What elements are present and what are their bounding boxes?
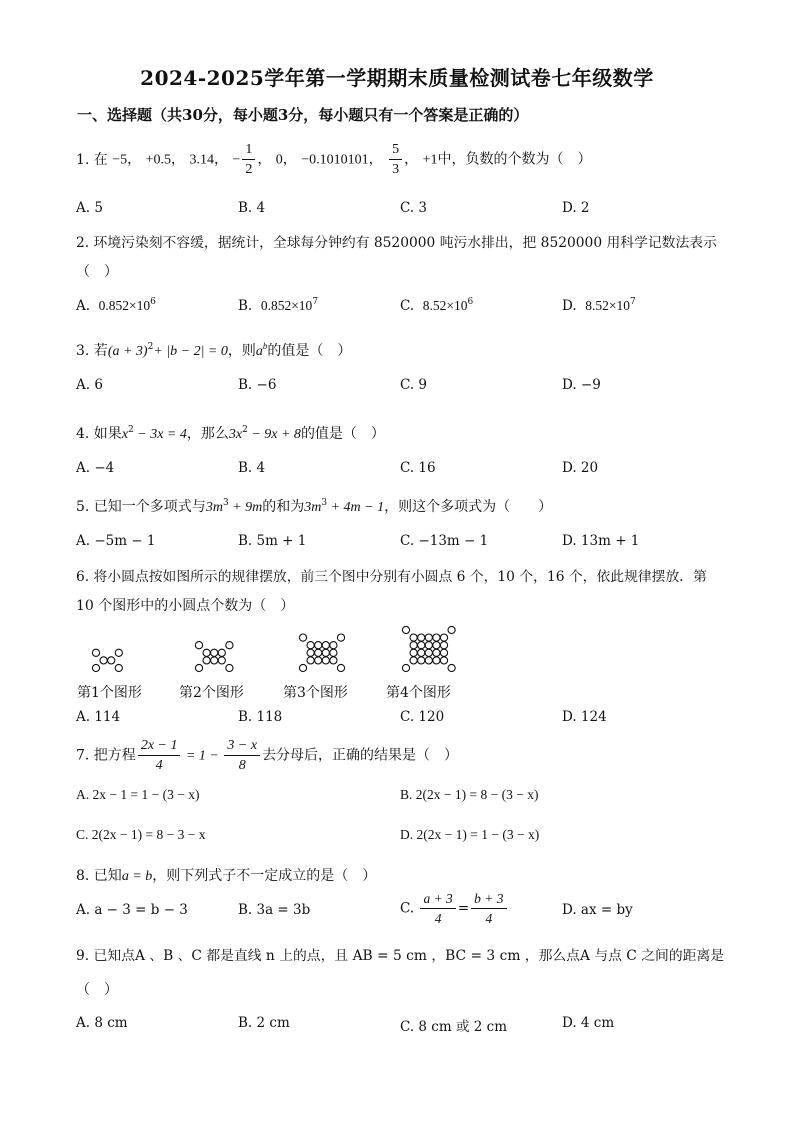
question-2-line-2: （ ） [76, 264, 118, 280]
question-1: 1. 在 −5， +0.5， 3.14， − $\frac{1}{2}$ ， 0， −0.1010101， $\frac{5}{3}$ ， +1中，负数的个数为（ ） [76, 142, 592, 177]
figure-4-corner-dot [402, 626, 409, 633]
question-5: 5. 已知一个多项式与$3m^3 + 9m$的和为$3m^3 + 4m - 1$，则这个多项式为（ ） [76, 498, 553, 515]
q3-option-d: D. −9 [562, 377, 601, 393]
figure-4-grid-dot [440, 649, 447, 656]
fraction-a-plus-3-over-4: $\frac{a + 3}{4}$ [420, 889, 455, 928]
fraction-2x-minus-1-over-4: $\frac{2x - 1}{4}$ [138, 736, 181, 775]
q7-option-c: C. 2(2x − 1) = 8 − 3 − x [76, 827, 206, 842]
q7-option-b: B. 2(2x − 1) = 8 − (3 − x) [400, 787, 539, 802]
figure-2-grid-dot [218, 649, 225, 656]
fraction-half: $\frac{1}{2}$ [242, 140, 255, 179]
figure-2-corner-dot [226, 664, 233, 671]
q3-option-a: A. 6 [76, 377, 103, 393]
q1-option-a: A. 5 [76, 200, 103, 216]
q5-option-a: A. −5m − 1 [76, 533, 156, 549]
question-6-line-1: 6. 将小圆点按如图所示的规律摆放，前三个图中分别有小圆点 6 个，10 个，16 个，依此规律摆放．第 [76, 569, 707, 585]
q6-option-d: D. 124 [562, 709, 607, 725]
figure-3-corner-dot [299, 664, 306, 671]
figure-2-grid-dot [203, 657, 210, 664]
q9-option-a: A. 8 cm [76, 1015, 128, 1031]
figure-2-corner-dot [226, 642, 233, 649]
question-4: 4. 如果$x^2 - 3x = 4$，那么$3x^2 - 9x + 8$的值是（ ） [76, 425, 385, 442]
figure-4-grid-dot [418, 657, 425, 664]
figure-4-grid-dot [410, 634, 417, 641]
question-2-line-1: 2. 环境污染刻不容缓，据统计，全球每分钟约有 8520000 吨污水排出，把 8520000 用科学记数法表示 [76, 235, 717, 251]
figure-1-corner-dot [92, 664, 99, 671]
q4-option-b: B. 4 [238, 460, 266, 476]
figure-3-corner-dot [337, 664, 344, 671]
figure-3-grid-dot [330, 657, 337, 664]
figure-2-grid-dot [218, 657, 225, 664]
q5-option-b: B. 5m + 1 [238, 533, 307, 549]
question-9-line-1: 9. 已知点A 、B 、C 都是直线 n 上的点，且 AB = 5 cm ，BC = 3 cm ，那么点A 与点 C 之间的距离是 [76, 948, 725, 964]
q4-option-d: D. 20 [562, 460, 599, 476]
figure-2-grid-dot [211, 657, 218, 664]
figure-3-grid-dot [307, 642, 314, 649]
figure-1-corner-dot [115, 664, 122, 671]
question-6-line-2: 10 个图形中的小圆点个数为（ ） [76, 598, 295, 614]
figure-4-grid-dot [418, 649, 425, 656]
q3-option-c: C. 9 [400, 377, 428, 393]
figure-1-grid-dot [100, 657, 107, 664]
figure-4-corner-dot [448, 664, 455, 671]
question-8: 8. 已知a = b，则下列式子不一定成立的是（ ） [76, 868, 377, 884]
q8-option-c: C. $\frac{a + 3}{4}$ = $\frac{b + 3}{4}$ [400, 889, 509, 928]
figure-4-grid-dot [440, 634, 447, 641]
q6-option-a: A. 114 [76, 709, 121, 725]
figure-label-1: 第1个图形 [77, 685, 142, 701]
q6-option-c: C. 120 [400, 709, 445, 725]
figure-1-corner-dot [115, 649, 122, 656]
figure-2-corner-dot [195, 642, 202, 649]
q8-option-b: B. 3a = 3b [238, 902, 311, 918]
question-3: 3. 若$(a + 3)^2+ |b - 2| = 0$，则$a^b$的值是（ ） [76, 341, 352, 359]
exam-title: 2024-2025学年第一学期期末质量检测试卷七年级数学 [140, 66, 654, 90]
fraction-b-plus-3-over-4: $\frac{b + 3}{4}$ [471, 889, 506, 928]
dot-pattern-figure [76, 612, 476, 680]
q7-option-d: D. 2(2x − 1) = 1 − (3 − x) [400, 827, 540, 842]
figure-3-grid-dot [307, 649, 314, 656]
question-9-line-2: （ ） [76, 982, 118, 998]
figure-4-grid-dot [410, 642, 417, 649]
q2-option-b: B. $0.852\times 10^7$ [238, 297, 319, 314]
q1-option-c: C. 3 [400, 200, 428, 216]
q9-option-c: C. 8 cm 或 2 cm [400, 1019, 507, 1035]
figure-3-corner-dot [337, 634, 344, 641]
q1-option-d: D. 2 [562, 200, 590, 216]
figure-label-3: 第3个图形 [283, 685, 348, 701]
figure-4-grid-dot [418, 642, 425, 649]
figure-2-grid-dot [203, 649, 210, 656]
figure-3-grid-dot [330, 642, 337, 649]
question-7: 7. 把方程 $\frac{2x - 1}{4}$ = 1 − $\frac{3 - x}{8}$ 去分母后，正确的结果是（ ） [76, 738, 459, 773]
figure-3-grid-dot [315, 657, 322, 664]
q9-option-d: D. 4 cm [562, 1015, 615, 1031]
figure-4-grid-dot [433, 657, 440, 664]
figure-3-grid-dot [315, 649, 322, 656]
q4-option-a: A. −4 [76, 460, 115, 476]
figure-3-grid-dot [322, 649, 329, 656]
q2-option-d: D. $8.52\times 10^7$ [562, 297, 636, 314]
q3-option-b: B. −6 [238, 377, 277, 393]
figure-4-grid-dot [433, 642, 440, 649]
figure-4-grid-dot [440, 657, 447, 664]
q6-option-b: B. 118 [238, 709, 283, 725]
q1-option-b: B. 4 [238, 200, 266, 216]
figure-4-grid-dot [433, 649, 440, 656]
figure-2-corner-dot [195, 664, 202, 671]
q5-option-d: D. 13m + 1 [562, 533, 640, 549]
figure-2-grid-dot [211, 649, 218, 656]
q8-option-d: D. ax = by [562, 902, 633, 918]
q5-option-c: C. −13m − 1 [400, 533, 489, 549]
figure-4-grid-dot [418, 634, 425, 641]
q8-option-a: A. a − 3 = b − 3 [76, 902, 188, 918]
figure-1-corner-dot [92, 649, 99, 656]
figure-4-grid-dot [433, 634, 440, 641]
figure-3-grid-dot [315, 642, 322, 649]
q2-option-a: A. $0.852\times 10^6$ [76, 297, 156, 314]
q7-option-a: A. 2x − 1 = 1 − (3 − x) [76, 787, 200, 802]
figure-4-corner-dot [448, 626, 455, 633]
figure-4-grid-dot [410, 657, 417, 664]
figure-3-grid-dot [322, 642, 329, 649]
figure-4-grid-dot [425, 649, 432, 656]
figure-3-grid-dot [322, 657, 329, 664]
fraction-3-minus-x-over-8: $\frac{3 - x}{8}$ [224, 736, 260, 775]
q4-option-c: C. 16 [400, 460, 436, 476]
figure-4-grid-dot [440, 642, 447, 649]
figure-label-2: 第2个图形 [179, 685, 244, 701]
figure-3-grid-dot [307, 657, 314, 664]
figure-3-grid-dot [330, 649, 337, 656]
fraction-five-thirds: $\frac{5}{3}$ [389, 140, 402, 179]
figure-4-grid-dot [425, 642, 432, 649]
q9-option-b: B. 2 cm [238, 1015, 290, 1031]
figure-4-corner-dot [402, 664, 409, 671]
figure-4-grid-dot [425, 634, 432, 641]
q2-option-c: C. $8.52\times 10^6$ [400, 297, 474, 314]
figure-4-grid-dot [410, 649, 417, 656]
figure-4-grid-dot [425, 657, 432, 664]
section-heading: 一、选择题（共30分，每小题3分，每小题只有一个答案是正确的） [77, 106, 529, 124]
figure-1-grid-dot [108, 657, 115, 664]
figure-label-4: 第4个图形 [386, 685, 451, 701]
figure-3-corner-dot [299, 634, 306, 641]
